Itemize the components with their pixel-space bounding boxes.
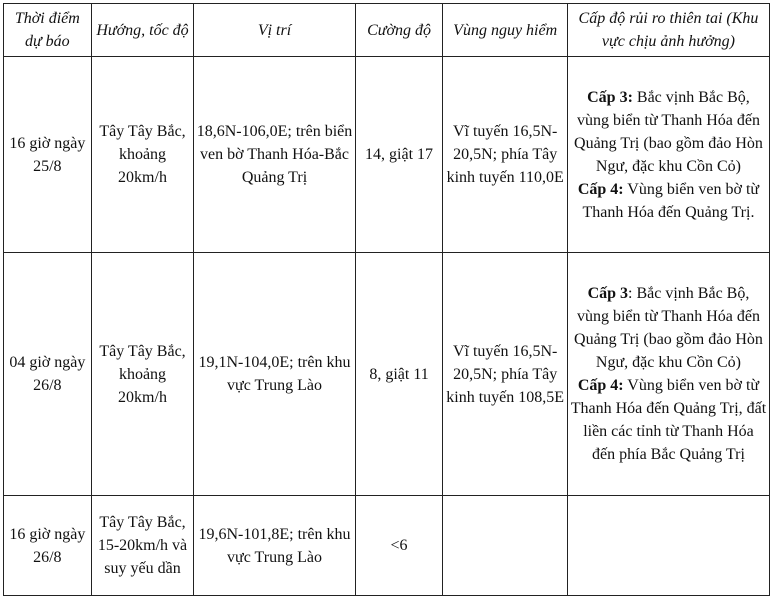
risk-level-label: Cấp 3 (587, 285, 629, 302)
forecast-table (3, 3, 770, 596)
risk-area-text: : Bắc vịnh Bắc Bộ, vùng biển từ Thanh Hóa đến Quảng Trị (bao gồm đảo Hòn Ngư, đặc khu Cồn Cỏ) (574, 285, 763, 371)
risk-entry (570, 282, 767, 374)
risk-level-label: Cấp 4: (577, 377, 624, 394)
cell-position: 18,6N-106,0E; trên biển ven bờ Thanh Hóa-Bắc Quảng Trị (194, 57, 355, 253)
cell-risk-level (567, 496, 769, 596)
table-row (4, 253, 770, 496)
cell-direction: Tây Tây Bắc, 15-20km/h và suy yếu dần (91, 496, 194, 596)
risk-entry (570, 374, 767, 466)
cell-time: 16 giờ ngày 25/8 (4, 57, 92, 253)
risk-entry (570, 178, 767, 224)
cell-intensity: <6 (355, 496, 443, 596)
table-row (4, 496, 770, 596)
cell-position: 19,1N-104,0E; trên khu vực Trung Lào (194, 253, 355, 496)
cell-danger-zone: Vĩ tuyến 16,5N-20,5N; phía Tây kinh tuyến 110,0E (443, 57, 568, 253)
cell-direction: Tây Tây Bắc, khoảng 20km/h (91, 253, 194, 496)
header-risk-level: Cấp độ rủi ro thiên tai (Khu vực chịu ảnh hưởng) (567, 4, 769, 57)
header-position: Vị trí (194, 4, 355, 57)
cell-intensity: 14, giật 17 (355, 57, 443, 253)
header-direction: Hướng, tốc độ (91, 4, 194, 57)
header-intensity: Cường độ (355, 4, 443, 57)
cell-time: 16 giờ ngày 26/8 (4, 496, 92, 596)
risk-level-label: Cấp 3: (587, 88, 633, 106)
cell-danger-zone (443, 496, 568, 596)
cell-time: 04 giờ ngày 26/8 (4, 253, 92, 496)
header-danger-zone: Vùng nguy hiểm (443, 4, 568, 57)
cell-risk-level (567, 57, 769, 253)
table-row (4, 57, 770, 253)
risk-entry (570, 86, 767, 178)
risk-area-text: Bắc vịnh Bắc Bộ, vùng biển từ Thanh Hóa đến Quảng Trị (bao gồm đảo Hòn Ngư, đặc khu Cồn Cỏ) (574, 88, 763, 175)
cell-danger-zone: Vĩ tuyến 16,5N-20,5N; phía Tây kinh tuyến 108,5E (443, 253, 568, 496)
cell-position: 19,6N-101,8E; trên khu vực Trung Lào (194, 496, 355, 596)
header-time: Thời điểm dự báo (4, 4, 92, 57)
header-row (4, 4, 770, 57)
cell-risk-level (567, 253, 769, 496)
cell-direction: Tây Tây Bắc, khoảng 20km/h (91, 57, 194, 253)
risk-level-label: Cấp 4: (577, 180, 624, 198)
risk-area-text: Vùng biển ven bờ từ Thanh Hóa đến Quảng Trị, đất liền các tỉnh từ Thanh Hóa đến phía Bắc Quảng Trị (570, 377, 767, 463)
risk-area-text: Vùng biển ven bờ từ Thanh Hóa đến Quảng Trị. (582, 180, 760, 221)
cell-intensity: 8, giật 11 (355, 253, 443, 496)
forecast-table-container (3, 3, 770, 596)
